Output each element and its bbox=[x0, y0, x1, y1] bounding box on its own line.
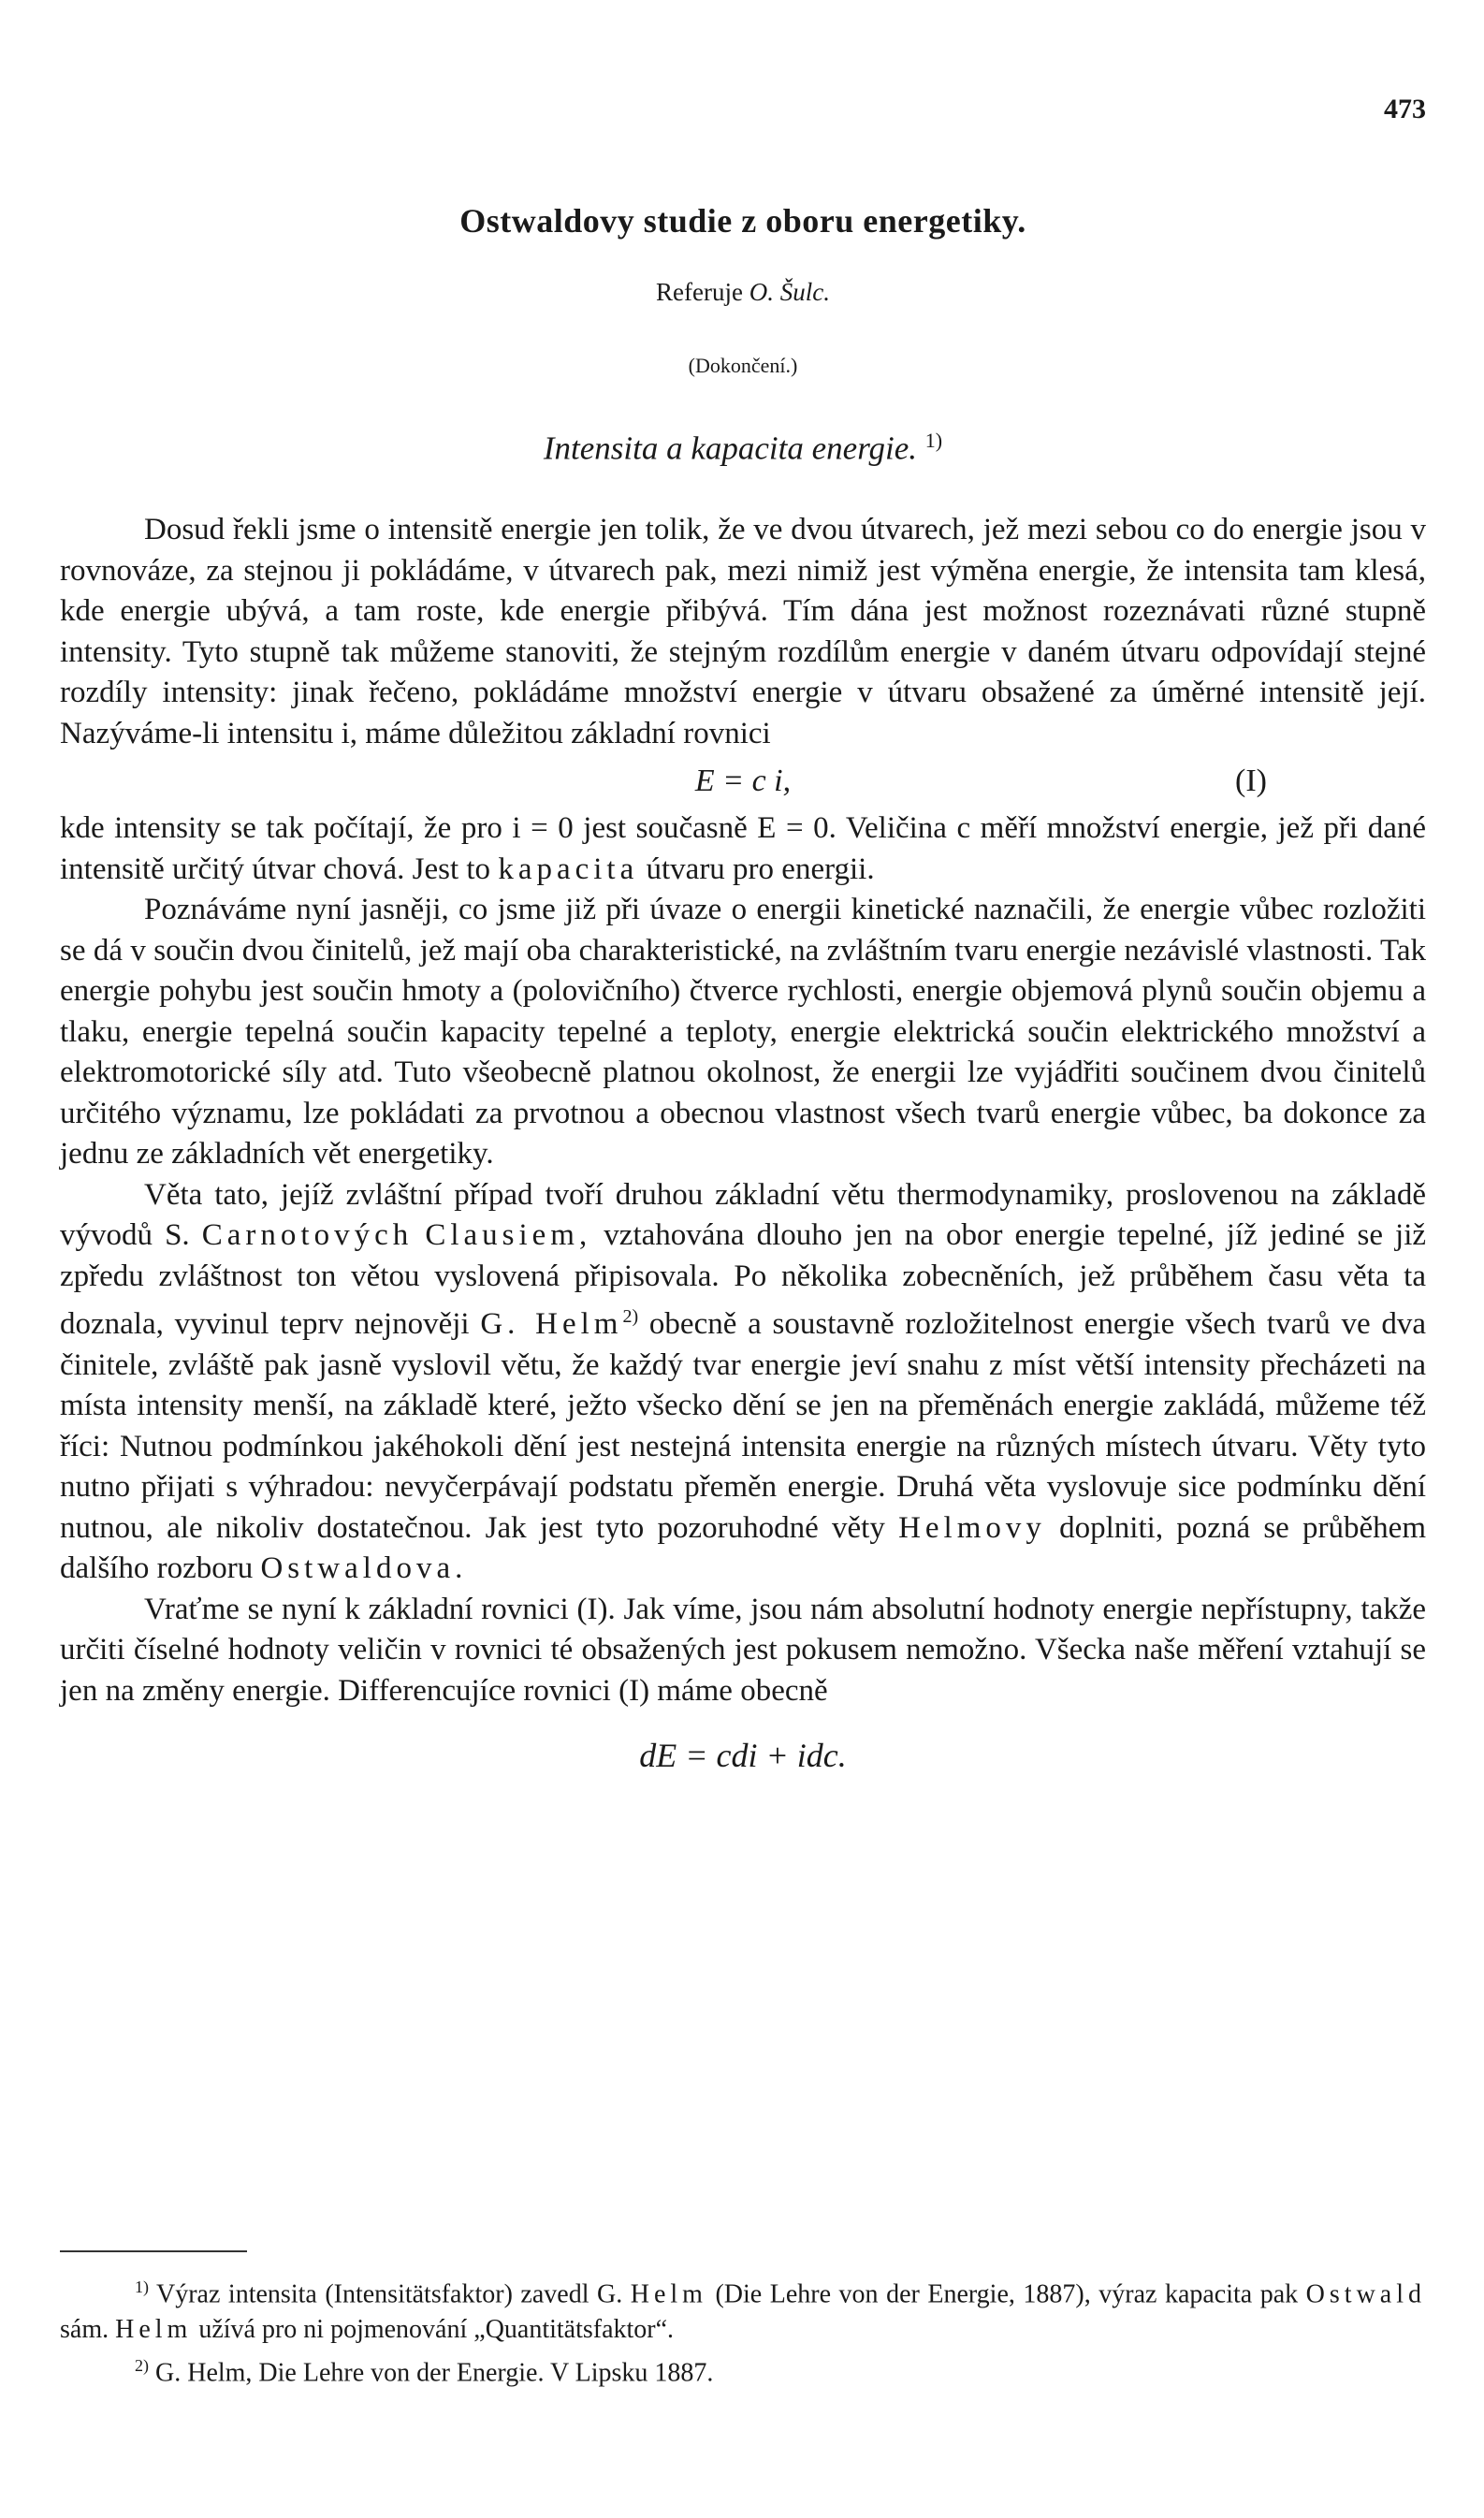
footnote-text: Výraz intensita (Intensitätsfaktor) zavedl G. bbox=[156, 2279, 623, 2309]
paragraph bbox=[60, 808, 1426, 890]
footnote-2 bbox=[60, 2348, 1426, 2391]
paragraph-text: vztahována dlouho jen na obor energie tepelné, jíž jediné se již zpředu zvláštnost ton větou vyslovená připisovala. Po několika zobecněních, jež průběhem času věta ta doznala, vyvinul teprv nejnověji bbox=[60, 1218, 1427, 1341]
paragraph-text: doplniti, pozná se průběhem dalšího rozboru bbox=[60, 1510, 1426, 1585]
section-heading-text: Intensita a kapacita energie. bbox=[543, 429, 918, 467]
footnote-mark: 2) bbox=[135, 2356, 149, 2376]
paragraph-text: útvaru pro energii. bbox=[646, 851, 875, 886]
spaced-name-helm: G. Helm bbox=[480, 1307, 623, 1341]
footnote-rule bbox=[60, 2250, 247, 2252]
spaced-name-clausius: Clausiem, bbox=[425, 1218, 592, 1252]
paragraph bbox=[60, 1175, 1426, 1590]
spaced-name-helm: Helm bbox=[115, 2315, 193, 2345]
footnotes bbox=[60, 2269, 1426, 2392]
equation-1 bbox=[60, 754, 1426, 808]
continued-note: (Dokončení.) bbox=[688, 354, 798, 377]
spaced-name-helm: Helm bbox=[630, 2279, 707, 2309]
byline-author: O. Šulc. bbox=[749, 278, 830, 306]
footnote-text: sám. bbox=[60, 2315, 109, 2345]
section-heading-note-mark: 1) bbox=[924, 429, 943, 452]
article-body bbox=[60, 510, 1426, 1800]
equation-2: dE = cdi + idc. bbox=[639, 1737, 847, 1774]
footnote-mark: 1) bbox=[135, 2278, 149, 2296]
footnote-text: G. Helm, Die Lehre von der Energie. V Lipsku 1887. bbox=[155, 2358, 714, 2388]
spaced-name-helmovy: Helmovy bbox=[898, 1510, 1046, 1545]
spaced-name-carnot: Carnotových bbox=[201, 1218, 414, 1252]
paragraph: Poznáváme nyní jasněji, co jsme již při úvaze o energii kinetické naznačili, že energie vůbec rozložiti se dá v součin dvou činitelů, jež mají oba charakteristické, na zvláštním tvaru energie nezávislé vlastnosti. Tak energie pohybu jest součin hmoty a (polovičního) čtverce rychlosti, energie objemová plynů součin objemu a tlaku, energie tepelná součin kapacity tepelné a teploty, energie elektrická součin elektrického množství a elektromotorické síly atd. Tuto všeobecně platnou okolnost, že energii lze vyjádřiti součinem dvou činitelů určitého významu, lze pokládati za prvotnou a obecnou vlastnost všech tvarů energie vůbec, ba dokonce za jednu ze základních vět energetiky. bbox=[60, 893, 1426, 1171]
spaced-name-ostwaldova: Ostwaldova. bbox=[260, 1551, 468, 1585]
footnote-text: (Die Lehre von der Energie, 1887), výraz kapacita pak bbox=[715, 2279, 1299, 2309]
spaced-term-kapacita: kapacita bbox=[498, 851, 639, 886]
paragraph-text: Věta tato, jejíž zvláštní případ tvoří druhou základní větu thermodynamiky, proslovenou na základě vývodů S. bbox=[60, 1177, 1426, 1252]
article-title: Ostwaldovy studie z oboru energetiky. bbox=[459, 202, 1026, 240]
paragraph-text: kde intensity se tak počítají, že pro i = 0 jest současně E = 0. Veličina c měří množství energie, jež při dané intensitě určitý útvar chová. Jest to bbox=[60, 811, 1426, 886]
spaced-name-ostwald: Ostwald bbox=[1305, 2279, 1426, 2309]
byline-prefix: Referuje bbox=[656, 278, 743, 306]
byline bbox=[60, 278, 1426, 307]
footnote-1 bbox=[60, 2269, 1426, 2348]
equation-1-label: (I) bbox=[1235, 764, 1267, 798]
page-number: 473 bbox=[1384, 94, 1426, 124]
equation-1-formula: E = c i, bbox=[694, 764, 792, 798]
footnote-text: užívá pro ni pojmenování „Quantitätsfaktor“. bbox=[198, 2315, 675, 2345]
paragraph: Dosud řekli jsme o intensitě energie jen tolik, že ve dvou útvarech, jež mezi sebou co do energie jsou v rovnováze, za stejnou ji pokládáme, v útvarech pak, mezi nimiž jest výměna energie, že intensita tam klesá, kde energie ubývá, a tam roste, kde energie přibývá. Tím dána jest možnost rozeznávati různé stupně intensity. Tyto stupně tak můžeme stanoviti, že stejným rozdílům energie v daném útvaru odpovídají stejné rozdíly intensity: jinak řečeno, pokládáme množství energie v útvaru obsažené za úměrné intensitě její. Nazýváme-li intensitu i, máme důležitou základní rovnici bbox=[60, 513, 1426, 750]
paragraph: Vraťme se nyní k základní rovnici (I). Jak víme, jsou nám absolutní hodnoty energie nepřístupny, takže určiti číselné hodnoty veličin v rovnici té obsažených jest pokusem nemožno. Všecka naše měření vztahují se jen na změny energie. Differencujíce rovnici (I) máme obecně bbox=[60, 1592, 1426, 1708]
footnote-ref: 2) bbox=[622, 1306, 639, 1327]
paragraph-text: obecně a soustavně rozložitelnost energie všech tvarů ve dva činitele, zvláště pak jasně vyslovil větu, že každý tvar energie jeví snahu z míst větší intensity přecházeti na místa intensity menší, na základě které, ježto všecko dění se jen na přeměnách energie zakládá, můžeme též říci: Nutnou podmínkou jakéhokoli dění jest nestejná intensita energie na různých místech útvaru. Věty tyto nutno přijati s výhradou: nevyčerpávají podstatu přeměn energie. Druhá věta vyslovuje sice podmínku dění nutnou, ale nikoliv dostatečnou. Jak jest tyto pozoruhodné věty bbox=[60, 1307, 1427, 1545]
section-heading bbox=[60, 429, 1426, 468]
